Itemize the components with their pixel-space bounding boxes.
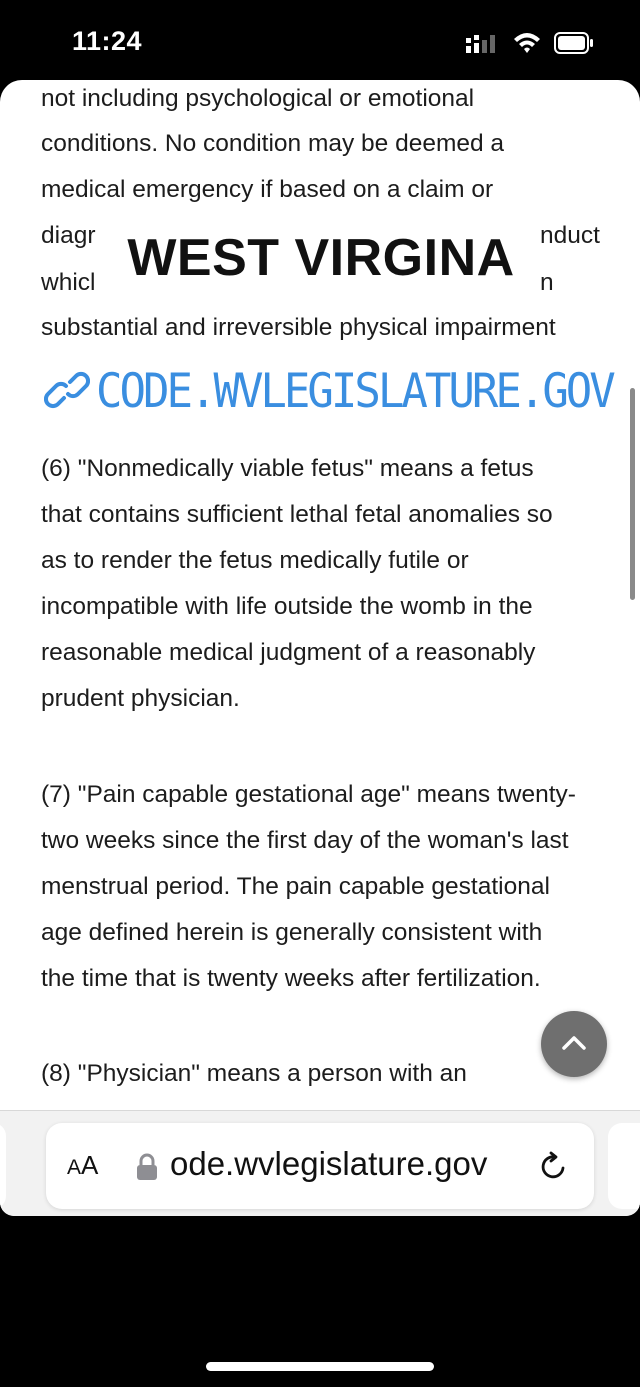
- article-line: (8) "Physician" means a person with an: [41, 1060, 467, 1087]
- article-line: n: [540, 269, 554, 296]
- article-line: age defined herein is generally consistent with: [41, 919, 543, 946]
- article-line: nduct: [540, 222, 600, 249]
- link-icon: [44, 370, 90, 410]
- browser-toolbar: [0, 1110, 640, 1216]
- status-time: 11:24: [72, 26, 143, 56]
- next-tab-edge[interactable]: [608, 1123, 640, 1209]
- article-line: whicl: [41, 269, 96, 296]
- article-line: as to render the fetus medically futile or: [41, 547, 469, 574]
- article-line: (7) "Pain capable gestational age" means twenty-: [41, 781, 576, 808]
- article-line: conditions. No condition may be deemed a: [41, 130, 505, 157]
- article-content[interactable]: [0, 80, 640, 1110]
- overlay-link-text: CODE.WVLEGISLATURE.GOV: [96, 364, 613, 420]
- overlay-source-link: [0, 358, 640, 422]
- article-line: (6) "Nonmedically viable fetus" means a fetus: [41, 455, 534, 482]
- previous-tab-edge[interactable]: [0, 1123, 6, 1209]
- lock-icon: [136, 1153, 158, 1181]
- home-indicator[interactable]: [206, 1362, 434, 1371]
- article-line: medical emergency if based on a claim or: [41, 176, 494, 203]
- overlay-title: WEST VIRGINA: [106, 220, 536, 296]
- article-line: prudent physician.: [41, 685, 240, 712]
- article-line: diagr: [41, 222, 96, 249]
- scroll-indicator[interactable]: [630, 388, 635, 600]
- reader-options-button[interactable]: AA: [67, 1150, 99, 1180]
- reload-icon[interactable]: [538, 1151, 570, 1183]
- article-line: that contains sufficient lethal fetal anomalies so: [41, 501, 553, 528]
- article-line: the time that is twenty weeks after fertilization.: [41, 965, 541, 992]
- article-line: reasonable medical judgment of a reasonably: [41, 639, 536, 666]
- article-line: incompatible with life outside the womb in the: [41, 593, 533, 620]
- address-bar[interactable]: [46, 1123, 594, 1209]
- article-line: not including psychological or emotional: [41, 85, 475, 112]
- scroll-to-top-button[interactable]: [541, 1011, 607, 1077]
- chevron-up-icon: [560, 1031, 588, 1055]
- wifi-icon: [512, 30, 542, 54]
- battery-icon: [554, 32, 594, 54]
- article-line: substantial and irreversible physical impairment: [41, 314, 556, 341]
- url-text[interactable]: ode.wvlegislature.gov: [170, 1145, 488, 1182]
- article-line: two weeks since the first day of the woman's last: [41, 827, 569, 854]
- status-bar: [0, 0, 640, 80]
- cellular-signal-icon: [466, 33, 500, 53]
- browser-page: [0, 80, 640, 1216]
- article-line: menstrual period. The pain capable gestational: [41, 873, 550, 900]
